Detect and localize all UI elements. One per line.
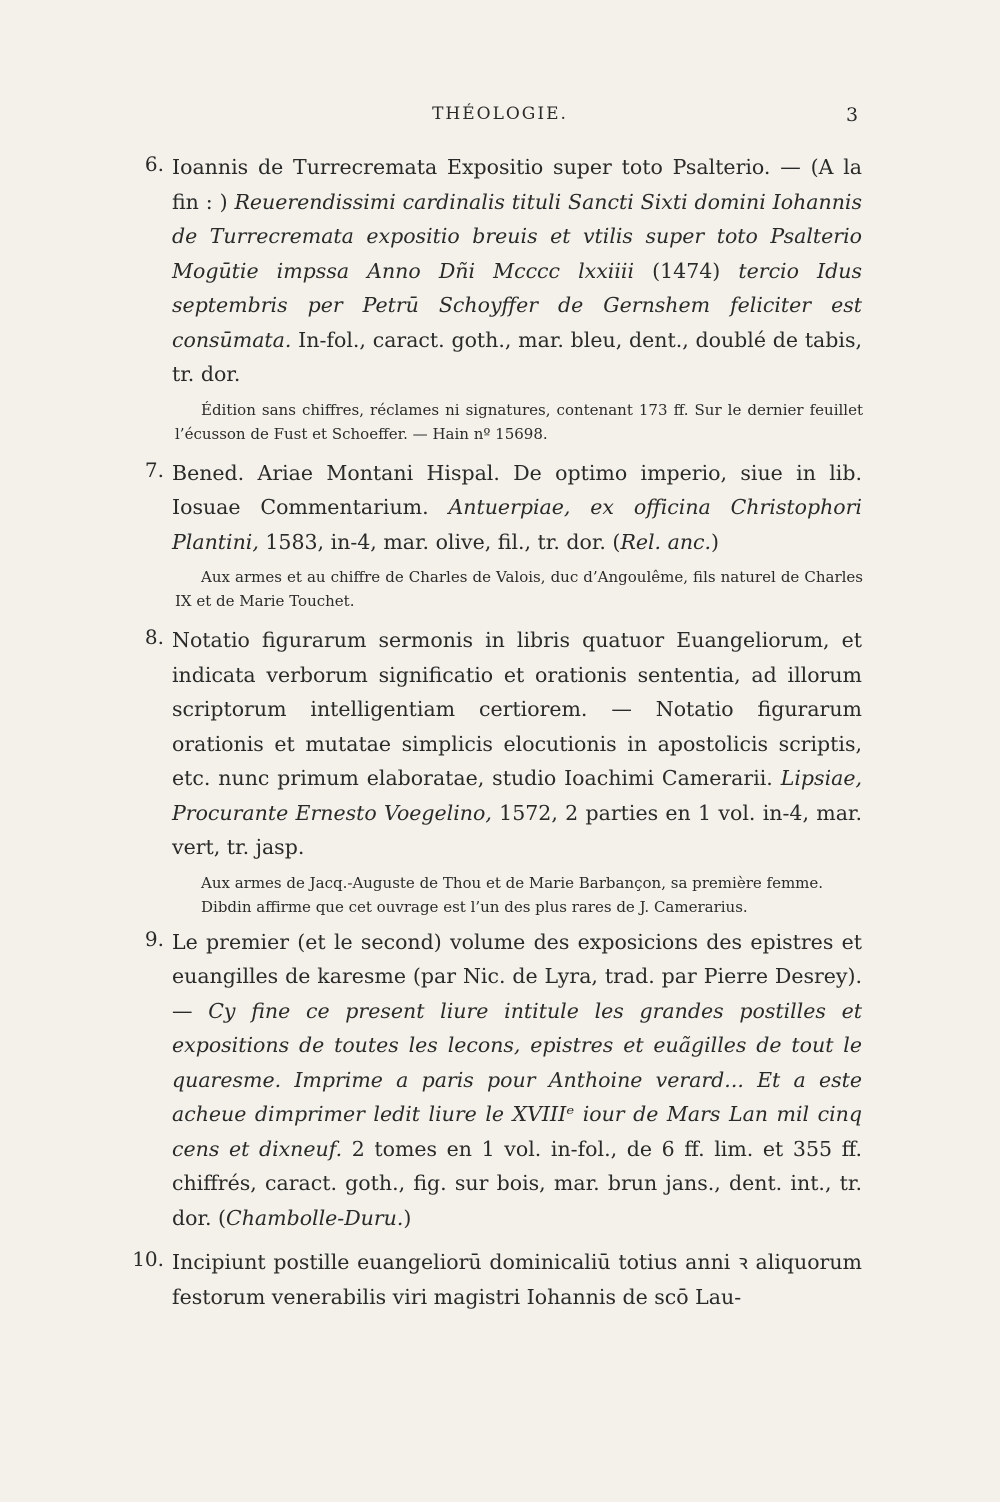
binding-description: 1572, 2 parties en 1 vol. in-4, mar. vert, tr. jasp. <box>172 800 862 859</box>
entry-number: 9. <box>144 926 164 951</box>
entry-text <box>172 150 862 392</box>
binder-name: Chambolle-Duru. <box>226 1205 404 1230</box>
entry-number: 8. <box>144 625 164 649</box>
entry-number: 7. <box>144 457 164 482</box>
imprint-text: Lipsiae, Procurante Ernesto Voegelino, <box>172 766 862 825</box>
running-head: THÉOLOGIE. <box>432 104 568 124</box>
entry-text <box>172 1245 862 1314</box>
catalogue-entries <box>0 150 1000 1314</box>
catalogue-entry-8 <box>0 623 1000 919</box>
entry-title: Incipiunt postille euangeliorū dominicaliū totius anni ꝛ aliquorum festorum venerabilis viri magistri Iohannis de scō Lau- <box>172 1250 862 1309</box>
page-number: 3 <box>846 104 859 126</box>
catalogue-entry-10 <box>0 1245 1000 1314</box>
entry-title: Ioannis de Turrecremata Expositio super toto Psalterio. — (A la fin : ) <box>172 155 862 214</box>
binding-description: In-fol., caract. goth., mar. bleu, dent., doublé de tabis, tr. dor. <box>172 327 862 386</box>
entry-text: Le premier (et le second) volume des exposicions des epistres et euangilles de karesme (par Nic. de Lyra, trad. par Pierre Desrey). — Cy fine ce present liure intitule les grandes postilles et expositions de toutes les lecons, epistres et euãgilles de tout le quaresme. Imprime a paris pour Anthoine verard... Et a este acheue dimprimer ledit liure le XVIIIᵉ iour de Mars Lan mil cinq cens et dixneuf. 2 tomes en 1 vol. in-fol., de 6 ff. lim. et 355 ff. chiffrés, caract. goth., fig. sur bois, mar. brun jans., dent. int., tr. dor. (Chambolle-Duru.) <box>172 929 863 1230</box>
entry-note: Édition sans chiffres, réclames ni signatures, contenant 173 ff. Sur le dernier feuillet l’écusson de Fust et Schoeffer. — Hain nº 15698. <box>175 400 863 443</box>
binder-name: Rel. anc. <box>620 529 712 554</box>
entry-number: 6. <box>144 152 164 176</box>
entry-text <box>172 623 862 865</box>
binding-description: 1583, in-4, mar. olive, fil., tr. dor. ( <box>258 529 621 554</box>
entry-text: Bened. Ariae Montani Hispal. De optimo imperio, siue in lib. Iosuae Commentarium. Antuerpiae, ex officina Christophori Plantini, 1583, in-4, mar. olive, fil., tr. dor. (Rel. anc.) <box>172 460 862 554</box>
imprint-text: Antuerpiae, ex officina Christophori Plantini, <box>172 495 862 554</box>
catalogue-entry-6 <box>0 150 1000 446</box>
catalogue-entry-7 <box>0 456 1000 614</box>
colophon-text: Reuerendissimi cardinalis tituli Sancti Sixti domini Iohannis de Turrecremata expositio breuis et vtilis super toto Psalterio Mogūtie impssa Anno Dñi Mcccc lxxiiii <box>172 189 862 283</box>
catalogue-entry-9 <box>0 925 1000 1236</box>
entry-note: Aux armes et au chiffre de Charles de Valois, duc d’Angoulême, fils naturel de Charles IX et de Marie Touchet. <box>175 568 863 610</box>
colophon-text: Cy fine ce present liure intitule les grandes postilles et expositions de toutes les lecons, epistres et euãgilles de tout le quaresme. Imprime a paris pour Anthoine verard... Et a este acheue dimprimer ledit liure le XVIIIᵉ iour de Mars Lan mil cinq cens et dixneuf. <box>172 998 862 1161</box>
entry-title: Bened. Ariae Montani Hispal. De optimo imperio, siue in lib. Iosuae Commentarium. <box>172 460 862 519</box>
entry-title: Notatio figurarum sermonis in libris quatuor Euangeliorum, et indicata verborum significatio et orationis sententia, ad illorum scriptorum intelligentiam certiorem. — Notatio figurarum orationis et mutatae simplicis elocutionis in apostolicis scriptis, etc. nunc primum elaboratae, studio Ioachimi Camerarii. <box>172 628 862 790</box>
entry-note: Aux armes de Jacq.-Auguste de Thou et de Marie Barbançon, sa première femme. <box>201 873 824 892</box>
entry-note: Dibdin affirme que cet ouvrage est l’un des plus rares de J. Camerarius. <box>201 897 748 916</box>
entry-title: Le premier (et le second) volume des exposicions des epistres et euangilles de karesme (par Nic. de Lyra, trad. par Pierre Desrey). — <box>172 929 862 1023</box>
binding-description: 2 tomes en 1 vol. in-fol., de 6 ff. lim. et 355 ff. chiffrés, caract. goth., fig. sur bois, mar. brun jans., dent. int., tr. dor. ( <box>172 1136 863 1230</box>
entry-date: (1474) <box>634 258 739 283</box>
entry-number: 10. <box>132 1247 164 1271</box>
colophon-text: tercio Idus septembris per Petrū Schoyffer de Gernshem feliciter est consūmata. <box>172 258 862 352</box>
